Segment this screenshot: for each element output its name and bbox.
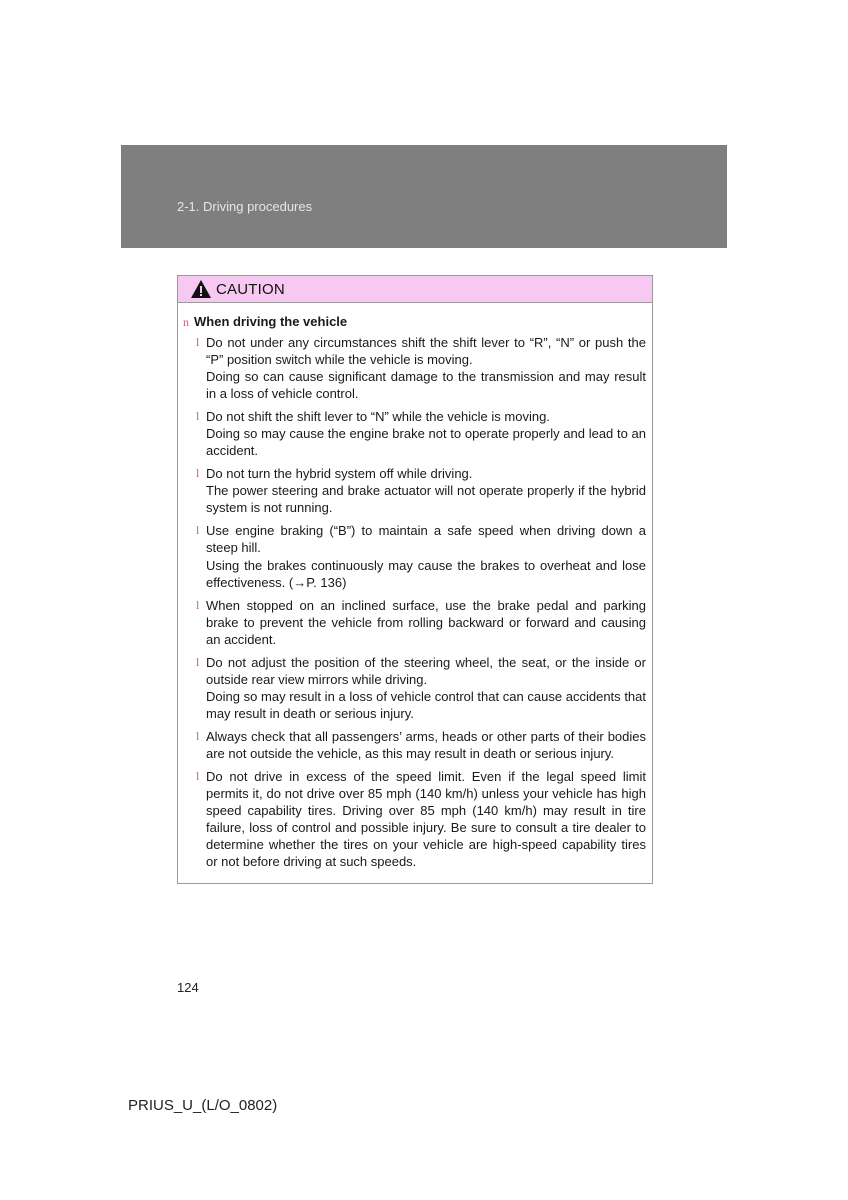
caution-item [196, 522, 646, 590]
caution-item-paragraph: Doing so may cause the engine brake not to operate properly and lead to an accident. [206, 426, 646, 459]
caution-list [183, 334, 646, 870]
caution-content [178, 303, 652, 870]
bullet-marker: l [196, 523, 200, 538]
caution-item-paragraph: When stopped on an inclined surface, use the brake pedal and parking brake to prevent the vehicle from rolling backward or forward and causing an accident. [206, 597, 646, 647]
caution-item-text [206, 597, 646, 648]
caution-item [196, 408, 646, 459]
caution-item-text [206, 768, 646, 871]
caution-item [196, 768, 646, 871]
caution-item [196, 728, 646, 762]
caution-item-paragraph: Do not drive in excess of the speed limit. Even if the legal speed limit permits it, do not drive over 85 mph (140 km/h) unless your vehicle has high speed capability tires. Driving over 85 mph (140 km/h) may result in tire failure, loss of control and possible injury. Be sure to consult a tire dealer to determine whether the tires on your vehicle are high-speed capability tires or not before driving at such speeds. [206, 768, 646, 870]
caution-item-text [206, 522, 646, 590]
caution-item-paragraph: Do not under any circumstances shift the shift lever to “R”, “N” or push the “P” position switch while the vehicle is moving. [206, 335, 646, 368]
caution-item-text [206, 408, 646, 459]
caution-item-paragraph: Doing so can cause significant damage to the transmission and may result in a loss of vehicle control. [206, 369, 646, 402]
caution-item-text [206, 465, 646, 516]
bullet-marker: l [196, 335, 200, 349]
bullet-marker: l [196, 597, 200, 612]
warning-triangle-icon [190, 279, 212, 299]
caution-item-paragraph: Using the brakes continuously may cause the brakes to overheat and lose effectiveness. (→P. 136) [206, 557, 646, 590]
bullet-marker: l [196, 466, 200, 481]
subheading [183, 314, 646, 330]
caution-item-paragraph: Use engine braking (“B”) to maintain a safe speed when driving down a steep hill. [206, 523, 646, 556]
subheading-text: When driving the vehicle [194, 314, 348, 329]
document-code: PRIUS_U_(L/O_0802) [128, 1097, 278, 1114]
section-header-band [121, 145, 727, 248]
caution-item-text [206, 654, 646, 722]
caution-title: CAUTION [216, 280, 285, 298]
section-title: 2-1. Driving procedures [177, 199, 313, 214]
caution-item-paragraph: Always check that all passengers’ arms, heads or other parts of their bodies are not outside the vehicle, as this may result in death or serious injury. [206, 728, 646, 761]
caution-item-paragraph: Do not shift the shift lever to “N” while the vehicle is moving. [206, 409, 550, 425]
caution-item [196, 465, 646, 516]
caution-item [196, 597, 646, 648]
page-number: 124 [177, 980, 199, 995]
caution-item-text [206, 334, 646, 402]
caution-item-text [206, 728, 646, 762]
bullet-marker: l [196, 409, 200, 424]
caution-header [178, 276, 652, 303]
caution-item-paragraph: Doing so may result in a loss of vehicle control that can cause accidents that may result in death or serious injury. [206, 688, 646, 721]
bullet-marker: l [196, 768, 200, 783]
bullet-marker: l [196, 654, 200, 669]
caution-item-paragraph: Do not adjust the position of the steering wheel, the seat, or the inside or outside rear view mirrors while driving. [206, 654, 646, 687]
bullet-marker: l [196, 728, 200, 743]
caution-item [196, 654, 646, 722]
caution-item [196, 334, 646, 402]
caution-box [177, 275, 653, 884]
caution-item-paragraph: Do not turn the hybrid system off while driving. [206, 466, 473, 482]
section-marker: n [183, 315, 189, 329]
caution-item-paragraph: The power steering and brake actuator will not operate properly if the hybrid system is not running. [206, 483, 646, 516]
